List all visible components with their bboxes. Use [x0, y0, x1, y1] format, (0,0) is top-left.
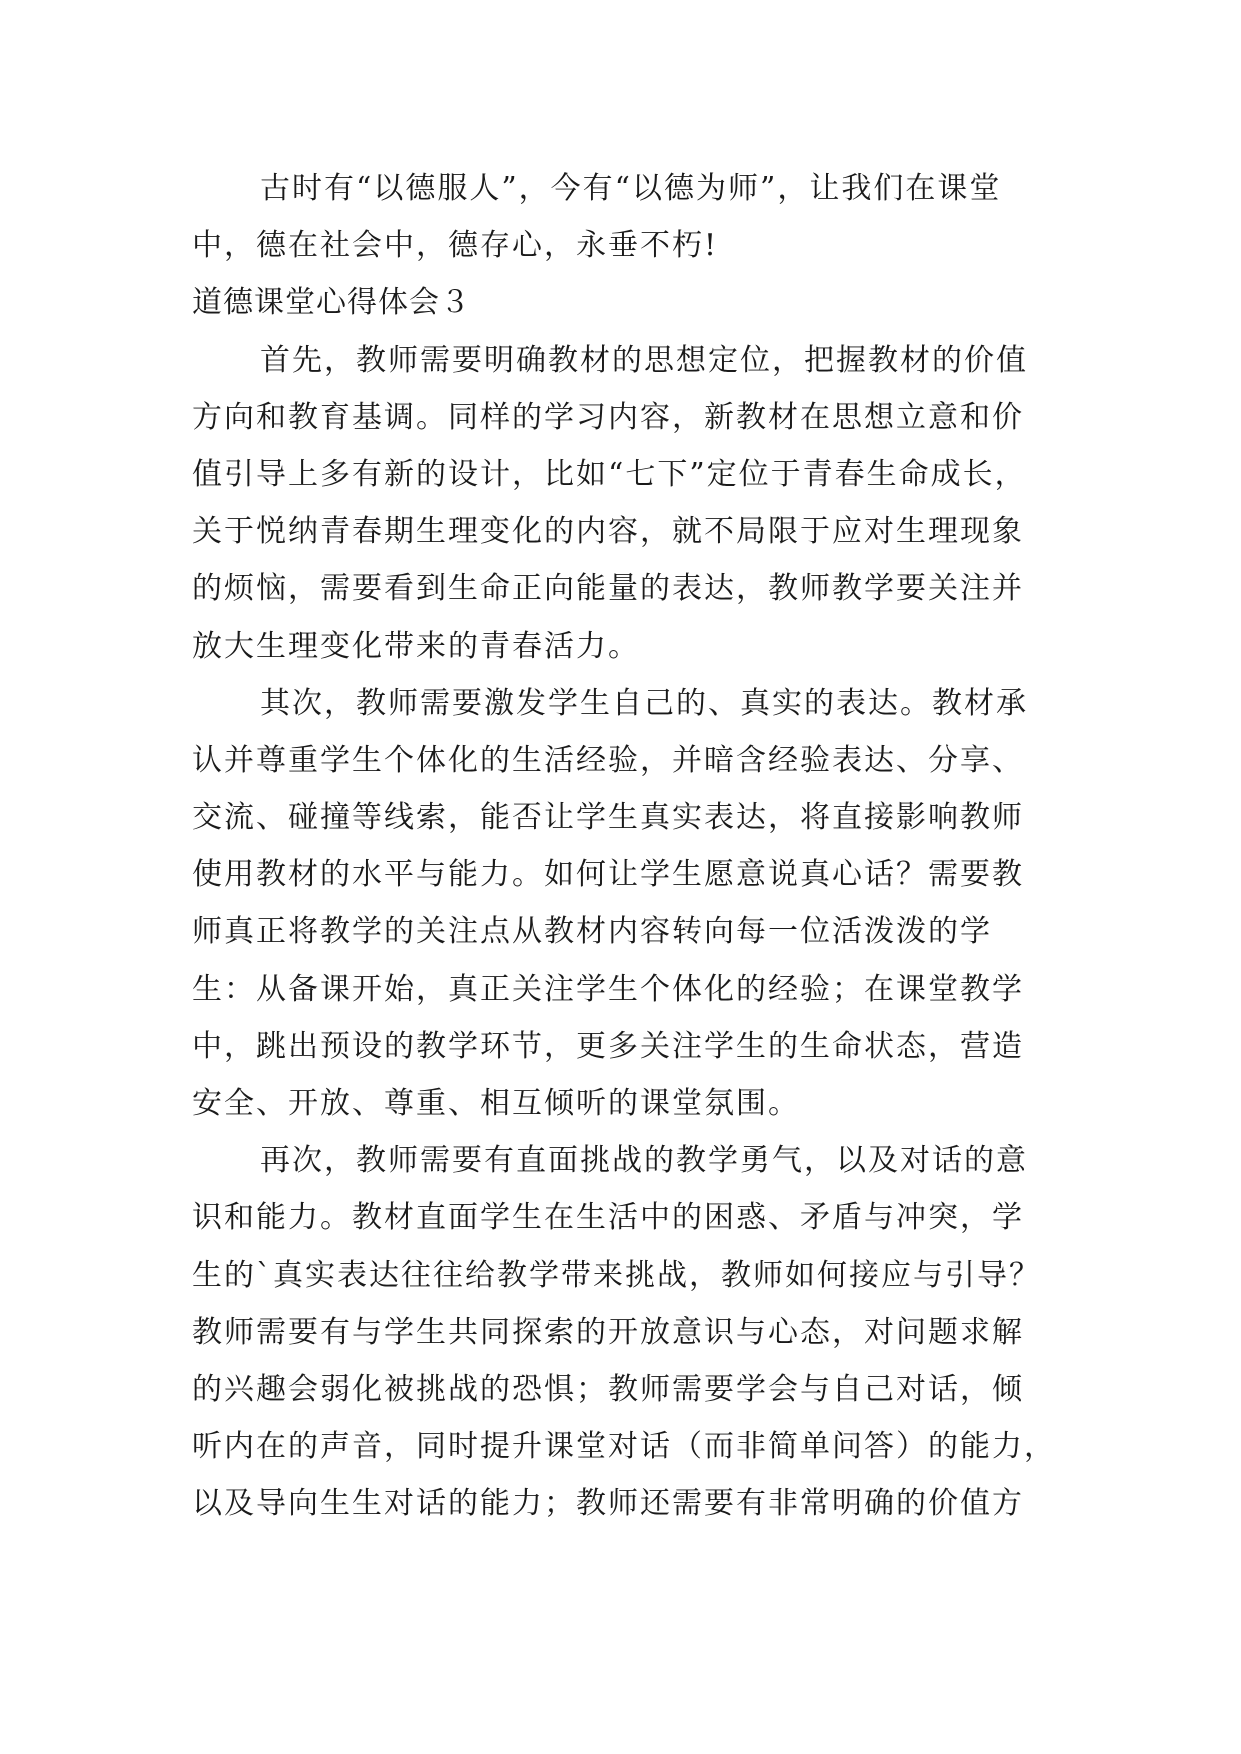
text-line: 放大生理变化带来的青春活力。	[192, 628, 640, 664]
text-line: 的兴趣会弱化被挑战的恐惧；教师需要学会与自己对话，倾	[192, 1371, 1024, 1407]
text-line: 安全、开放、尊重、相互倾听的课堂氛围。	[192, 1086, 800, 1121]
section-heading: 道德课堂心得体会３	[192, 285, 471, 321]
text-line: 值引导上多有新的设计，比如“七下”定位于青春生命成长，	[192, 456, 1027, 492]
text-line: 以及导向生生对话的能力；教师还需要有非常明确的价值方	[192, 1486, 1024, 1522]
text-line: 生：从备课开始，真正关注学生个体化的经验；在课堂教学	[192, 971, 1024, 1007]
text-line: 听内在的声音，同时提升课堂对话（而非简单问答）的能力，	[192, 1429, 1056, 1465]
paragraph-first	[192, 332, 1072, 675]
text-line: 古时有“以德服人”，今有“以德为师”，让我们在课堂	[260, 171, 1002, 206]
text-line: 师真正将教学的关注点从教材内容转向每一位活泼泼的学	[192, 914, 992, 950]
paragraph-third	[192, 1132, 1072, 1532]
text-line: 方向和教育基调。同样的学习内容，新教材在思想立意和价	[192, 399, 1024, 435]
text-line: 其次，教师需要激发学生自己的、真实的表达。教材承	[260, 685, 1028, 721]
text-line: 再次，教师需要有直面挑战的教学勇气，以及对话的意	[260, 1143, 1028, 1179]
text-line: 生的`真实表达往往给教学带来挑战，教师如何接应与引导？	[192, 1257, 1041, 1293]
text-line: 关于悦纳青春期生理变化的内容，就不局限于应对生理现象	[192, 514, 1024, 550]
text-line: 认并尊重学生个体化的生活经验，并暗含经验表达、分享、	[192, 742, 1024, 778]
text-line: 首先，教师需要明确教材的思想定位，把握教材的价值	[260, 342, 1028, 378]
text-line: 的烦恼，需要看到生命正向能量的表达，教师教学要关注并	[192, 571, 1024, 607]
text-line: 识和能力。教材直面学生在生活中的困惑、矛盾与冲突，学	[192, 1200, 1024, 1236]
text-line: 教师需要有与学生共同探索的开放意识与心态，对问题求解	[192, 1314, 1024, 1350]
paragraph-second	[192, 675, 1072, 1133]
paragraph-intro	[192, 160, 1072, 274]
text-line: 使用教材的水平与能力。如何让学生愿意说真心话？需要教	[192, 857, 1024, 893]
text-line: 中，跳出预设的教学环节，更多关注学生的生命状态，营造	[192, 1028, 1024, 1064]
text-line: 交流、碰撞等线索，能否让学生真实表达，将直接影响教师	[192, 800, 1024, 836]
text-line: 中，德在社会中，德存心，永垂不朽!	[192, 228, 719, 264]
document-body	[192, 160, 1072, 1533]
